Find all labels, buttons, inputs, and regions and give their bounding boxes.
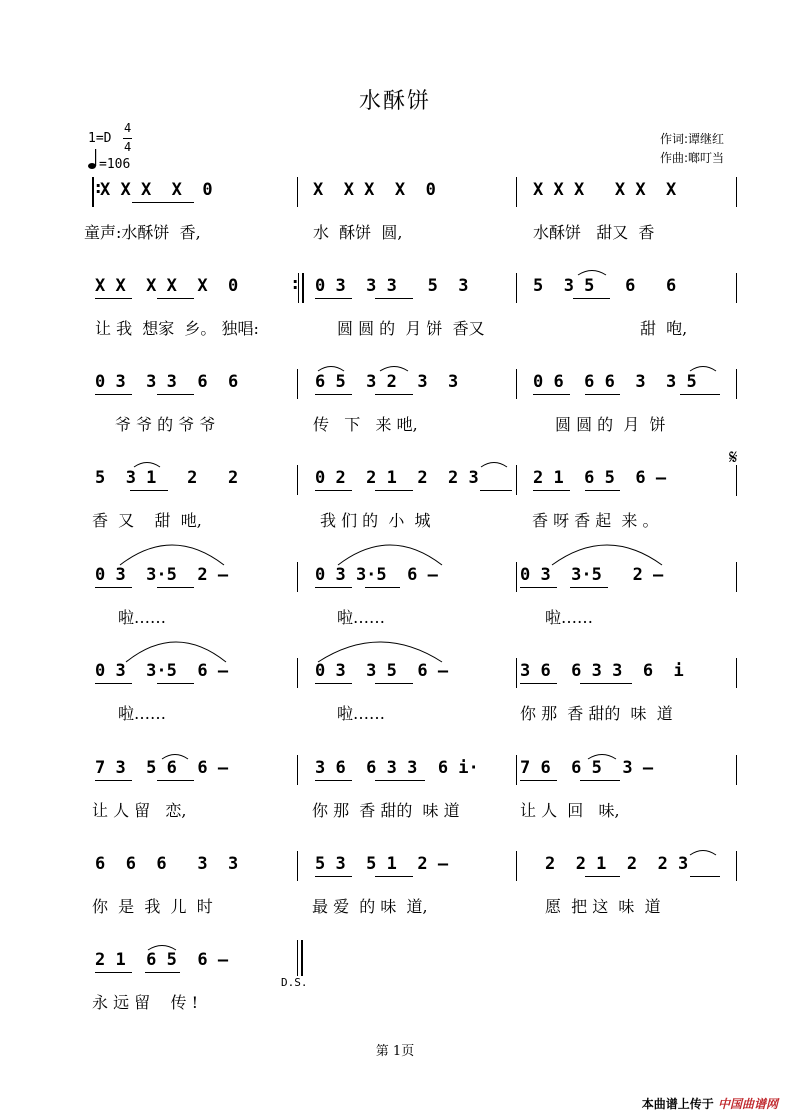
- lyric-text: 传 下 来 吔,: [313, 415, 418, 434]
- repeat-dots: :: [95, 178, 102, 197]
- lyric-text: 你 是 我 儿 时: [92, 897, 213, 916]
- beam-underline: [315, 394, 352, 395]
- measure-notes: 2 1 6 5 6 –: [533, 468, 667, 488]
- bar-line: [516, 273, 517, 303]
- lyric-text: 甜 咆,: [640, 319, 688, 338]
- bar-line: [736, 851, 737, 881]
- beam-underline: [95, 780, 132, 781]
- repeat-end-bar: [302, 273, 304, 303]
- beam-underline: [375, 298, 413, 299]
- lyric-text: 最 爱 的 味 道,: [312, 897, 428, 916]
- bar-line: [297, 465, 298, 495]
- beam-underline: [680, 394, 720, 395]
- measure-notes: X X X X X 0: [95, 276, 239, 296]
- segno-bar: [736, 470, 737, 496]
- beam-underline: [520, 587, 557, 588]
- measure-notes: 0 2 2 1 2 2 3: [315, 468, 479, 488]
- tempo: =106: [99, 157, 131, 172]
- repeat-start-bar: [92, 177, 94, 207]
- upload-site-logo: 中国曲谱网: [717, 1097, 778, 1111]
- lyric-text: 让 人 回 味,: [520, 801, 620, 820]
- beam-underline: [480, 490, 512, 491]
- lyric-text: 啦……: [337, 704, 386, 723]
- measure-notes: X X X X X X: [533, 180, 677, 200]
- beam-underline: [365, 587, 400, 588]
- beam-underline: [580, 780, 620, 781]
- measure-notes: 0 3 3 5 6 –: [315, 661, 449, 681]
- slur: [318, 367, 344, 372]
- bar-line: [297, 658, 298, 688]
- bar-line: [297, 562, 298, 592]
- composer: 作曲:啷叮当: [659, 151, 724, 165]
- beam-underline: [315, 298, 352, 299]
- beam-underline: [145, 972, 180, 973]
- time-signature-line: [123, 138, 132, 139]
- measure-notes: 0 3 3 3 5 3: [315, 276, 469, 296]
- beam-underline: [95, 972, 132, 973]
- beam-underline: [520, 683, 557, 684]
- bar-line: [297, 369, 298, 399]
- bar-line: [516, 851, 517, 881]
- beam-underline: [95, 683, 132, 684]
- beam-underline: [95, 587, 132, 588]
- beam-underline: [533, 490, 570, 491]
- measure-notes: 2 1 6 5 6 –: [95, 950, 229, 970]
- bar-line: [516, 369, 517, 399]
- lyric-text: 啦……: [118, 704, 167, 723]
- lyric-text: 水酥饼 甜又 香: [533, 223, 655, 242]
- lyric-text: 永 远 留 传 !: [92, 993, 199, 1012]
- measure-notes: 7 6 6 5 3 –: [520, 758, 654, 778]
- bar-line: [297, 851, 298, 881]
- beam-underline: [580, 683, 632, 684]
- beam-underline: [375, 490, 413, 491]
- ds-mark: D.S.: [281, 976, 308, 989]
- beam-underline: [690, 876, 720, 877]
- repeat-dots: :: [292, 274, 299, 293]
- lyric-text: 愿 把 这 味 道: [545, 897, 661, 916]
- beam-underline: [95, 394, 132, 395]
- beam-underline: [573, 298, 610, 299]
- bar-line: [736, 562, 737, 592]
- segno-icon: 𝄋: [729, 445, 738, 469]
- beam-underline: [520, 780, 557, 781]
- beam-underline: [315, 490, 352, 491]
- bar-line: [516, 177, 517, 207]
- bar-line: [516, 562, 517, 592]
- bar-line: [736, 177, 737, 207]
- time-signature-bottom: 4: [124, 140, 132, 154]
- beam-underline: [375, 394, 413, 395]
- beam-underline: [157, 298, 194, 299]
- slur: [338, 545, 442, 565]
- upload-prefix: 本曲谱上传于: [641, 1097, 714, 1111]
- beam-underline: [157, 780, 194, 781]
- lyric-text: 你 那 香 甜的 味 道: [312, 801, 460, 820]
- measure-notes: 5 3 5 6 6: [533, 276, 677, 296]
- beam-underline: [315, 780, 352, 781]
- beam-underline: [157, 202, 194, 203]
- beam-underline: [585, 490, 620, 491]
- measure-notes: 3 6 6 3 3 6 i·: [315, 758, 479, 778]
- measure-notes: 0 3 3 3 6 6: [95, 372, 239, 392]
- bar-line: [516, 755, 517, 785]
- slur: [318, 642, 442, 662]
- measure-notes: X X X X 0: [313, 180, 436, 200]
- measure-notes: 0 6 6 6 3 3 5: [533, 372, 697, 392]
- bar-line: [736, 658, 737, 688]
- slur: [380, 367, 408, 372]
- lyric-text: 让 人 留 恋,: [92, 801, 187, 820]
- page-number: 第 1页: [375, 1044, 415, 1059]
- measure-notes: 7 3 5 6 6 –: [95, 758, 229, 778]
- measure-notes: 0 3 3·5 2 –: [520, 565, 664, 585]
- beam-underline: [585, 394, 620, 395]
- measure-notes: 0 3 3·5 6 –: [315, 565, 438, 585]
- beam-underline: [157, 394, 194, 395]
- beam-underline: [157, 683, 194, 684]
- measure-notes: 6 5 3 2 3 3: [315, 372, 459, 392]
- measure-notes: 3 6 6 3 3 6 i: [520, 661, 684, 681]
- lyric-text: 让 我 想家 乡。 独唱:: [95, 319, 259, 338]
- lyric-text: 啦……: [118, 608, 167, 627]
- slur: [552, 545, 662, 565]
- beam-underline: [533, 394, 570, 395]
- lyric-text: 你 那 香 甜的 味 道: [520, 704, 673, 723]
- final-bar: [297, 940, 298, 976]
- lyric-text: 香 又 甜 吔,: [92, 511, 202, 530]
- lyric-text: 我 们 的 小 城: [320, 511, 431, 530]
- lyric-text: 童声:水酥饼 香,: [84, 223, 201, 242]
- bar-line: [297, 177, 298, 207]
- credits: [660, 130, 724, 168]
- slur: [481, 463, 507, 468]
- measure-notes: X X X X 0: [100, 180, 213, 200]
- lyric-text: 啦……: [545, 608, 594, 627]
- lyric-text: 爷 爷 的 爷 爷: [115, 415, 216, 434]
- measure-notes: 0 3 3·5 6 –: [95, 661, 229, 681]
- measure-notes: 0 3 3·5 2 –: [95, 565, 229, 585]
- bar-line: [297, 755, 298, 785]
- repeat-end-bar: [298, 273, 299, 303]
- slur: [120, 545, 224, 565]
- slur: [126, 642, 226, 662]
- beam-underline: [315, 683, 352, 684]
- beam-underline: [585, 876, 620, 877]
- beam-underline: [375, 780, 425, 781]
- slur: [690, 851, 716, 856]
- upload-credit: [642, 1095, 778, 1112]
- measure-notes: 5 3 1 2 2: [95, 468, 239, 488]
- beam-underline: [315, 876, 352, 877]
- bar-line: [736, 755, 737, 785]
- beam-underline: [130, 490, 168, 491]
- quarter-note-icon: [88, 147, 98, 175]
- lyric-text: 圆 圆 的 月 饼: [555, 415, 666, 434]
- beam-underline: [95, 298, 132, 299]
- time-signature-top: 4: [124, 121, 132, 135]
- measure-notes: 5 3 5 1 2 –: [315, 854, 449, 874]
- bar-line: [516, 465, 517, 495]
- slur: [690, 367, 716, 372]
- bar-line: [736, 369, 737, 399]
- slur: [578, 271, 606, 276]
- bar-line: [736, 273, 737, 303]
- key-signature: 1=D: [88, 131, 112, 146]
- lyric-text: 圆 圆 的 月 饼 香又: [337, 319, 485, 338]
- bar-line: [516, 658, 517, 688]
- lyric-text: 水 酥饼 圆,: [313, 223, 403, 242]
- lyricist: 作词:谭继红: [659, 132, 724, 146]
- slur: [134, 463, 160, 468]
- beam-underline: [157, 587, 194, 588]
- page-title: 水酥饼: [358, 89, 431, 114]
- beam-underline: [570, 587, 608, 588]
- beam-underline: [315, 587, 352, 588]
- measure-notes: 6 6 6 3 3: [95, 854, 239, 874]
- lyric-text: 啦……: [337, 608, 386, 627]
- final-bar: [301, 940, 303, 976]
- beam-underline: [375, 683, 413, 684]
- measure-notes: 2 2 1 2 2 3: [545, 854, 689, 874]
- lyric-text: 香 呀 香 起 来 。: [532, 511, 659, 530]
- beam-underline: [375, 876, 413, 877]
